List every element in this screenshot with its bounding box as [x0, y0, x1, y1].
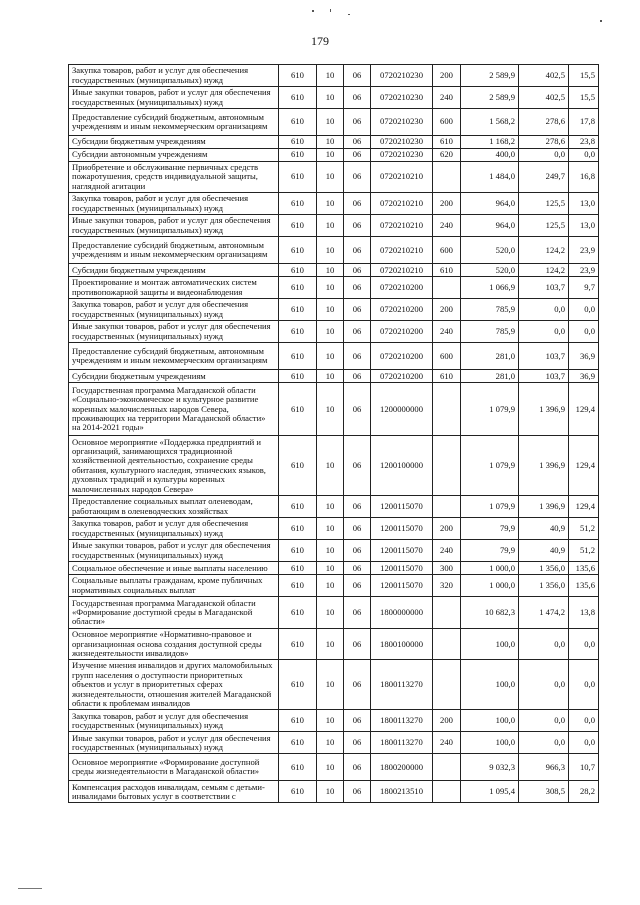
- row-amount-executed: 966,3: [519, 754, 569, 781]
- row-section: 10: [317, 149, 344, 162]
- row-amount-executed: 278,6: [519, 109, 569, 136]
- row-subsection: 06: [344, 754, 371, 781]
- row-article: 1200115070: [371, 496, 433, 518]
- row-subsection: 06: [344, 65, 371, 87]
- row-code: 610: [279, 540, 317, 562]
- table-row: [69, 343, 599, 370]
- row-code: 610: [279, 383, 317, 436]
- row-article: 0720210230: [371, 136, 433, 149]
- row-percent: 13,8: [569, 597, 599, 629]
- row-amount-approved: 1 484,0: [461, 162, 519, 193]
- table-row: [69, 575, 599, 597]
- row-percent: 135,6: [569, 575, 599, 597]
- row-name: Иные закупки товаров, работ и услуг для обеспечения государственных (муниципальных) нужд: [69, 215, 279, 237]
- table-row: [69, 732, 599, 754]
- row-section: 10: [317, 193, 344, 215]
- row-amount-executed: 0,0: [519, 321, 569, 343]
- row-type: [433, 660, 461, 710]
- row-section: 10: [317, 732, 344, 754]
- row-subsection: 06: [344, 597, 371, 629]
- row-article: 1200115070: [371, 562, 433, 575]
- row-type: [433, 162, 461, 193]
- row-amount-approved: 1 079,9: [461, 496, 519, 518]
- row-percent: 13,0: [569, 193, 599, 215]
- row-subsection: 06: [344, 518, 371, 540]
- table-row: [69, 87, 599, 109]
- row-amount-executed: 308,5: [519, 781, 569, 803]
- table-row: [69, 65, 599, 87]
- row-percent: 10,7: [569, 754, 599, 781]
- row-percent: 28,2: [569, 781, 599, 803]
- row-code: 610: [279, 343, 317, 370]
- row-code: 610: [279, 732, 317, 754]
- table-row: [69, 754, 599, 781]
- row-percent: 129,4: [569, 436, 599, 496]
- row-amount-approved: 79,9: [461, 540, 519, 562]
- row-section: 10: [317, 518, 344, 540]
- row-percent: 23,9: [569, 237, 599, 264]
- row-code: 610: [279, 149, 317, 162]
- row-percent: 0,0: [569, 629, 599, 660]
- row-section: 10: [317, 540, 344, 562]
- table-row: [69, 264, 599, 277]
- row-article: 1200100000: [371, 436, 433, 496]
- row-type: 200: [433, 299, 461, 321]
- row-subsection: 06: [344, 370, 371, 383]
- row-name: Иные закупки товаров, работ и услуг для обеспечения государственных (муниципальных) нужд: [69, 540, 279, 562]
- row-subsection: 06: [344, 321, 371, 343]
- row-section: 10: [317, 496, 344, 518]
- row-article: 1800113270: [371, 660, 433, 710]
- row-section: 10: [317, 87, 344, 109]
- row-amount-approved: 1 079,9: [461, 436, 519, 496]
- table-row: [69, 496, 599, 518]
- row-amount-approved: 520,0: [461, 237, 519, 264]
- row-type: 600: [433, 343, 461, 370]
- row-name: Закупка товаров, работ и услуг для обеспечения государственных (муниципальных) нужд: [69, 710, 279, 732]
- row-percent: 0,0: [569, 732, 599, 754]
- row-type: 240: [433, 540, 461, 562]
- row-amount-approved: 1 079,9: [461, 383, 519, 436]
- row-percent: 129,4: [569, 496, 599, 518]
- row-name: Компенсация расходов инвалидам, семьям с детьми-инвалидами бытовых услуг в соответствии с: [69, 781, 279, 803]
- row-type: [433, 629, 461, 660]
- table-row: [69, 597, 599, 629]
- row-type: 600: [433, 237, 461, 264]
- row-subsection: 06: [344, 162, 371, 193]
- row-amount-approved: 281,0: [461, 370, 519, 383]
- row-code: 610: [279, 237, 317, 264]
- row-type: 600: [433, 109, 461, 136]
- row-type: 200: [433, 193, 461, 215]
- row-percent: 15,5: [569, 65, 599, 87]
- row-percent: 51,2: [569, 540, 599, 562]
- row-article: 0720210210: [371, 264, 433, 277]
- row-article: 0720210230: [371, 87, 433, 109]
- row-article: 0720210230: [371, 149, 433, 162]
- row-percent: 0,0: [569, 710, 599, 732]
- row-subsection: 06: [344, 383, 371, 436]
- row-subsection: 06: [344, 136, 371, 149]
- row-code: 610: [279, 496, 317, 518]
- row-amount-executed: 0,0: [519, 629, 569, 660]
- row-name: Предоставление субсидий бюджетным, автономным учреждениям и иным некоммерческим организациям: [69, 343, 279, 370]
- row-code: 610: [279, 575, 317, 597]
- row-code: 610: [279, 781, 317, 803]
- row-amount-approved: 100,0: [461, 629, 519, 660]
- row-name: Субсидии бюджетным учреждениям: [69, 264, 279, 277]
- row-section: 10: [317, 65, 344, 87]
- row-subsection: 06: [344, 264, 371, 277]
- scan-speck: [312, 10, 314, 12]
- row-article: 1800200000: [371, 754, 433, 781]
- row-amount-approved: 79,9: [461, 518, 519, 540]
- row-percent: 0,0: [569, 149, 599, 162]
- row-amount-approved: 10 682,3: [461, 597, 519, 629]
- row-name: Закупка товаров, работ и услуг для обеспечения государственных (муниципальных) нужд: [69, 65, 279, 87]
- row-amount-approved: 100,0: [461, 660, 519, 710]
- row-code: 610: [279, 710, 317, 732]
- table-row: [69, 321, 599, 343]
- row-subsection: 06: [344, 277, 371, 299]
- budget-table: [68, 64, 599, 803]
- row-code: 610: [279, 299, 317, 321]
- table-row: [69, 149, 599, 162]
- row-amount-executed: 402,5: [519, 87, 569, 109]
- table-row: [69, 518, 599, 540]
- row-percent: 135,6: [569, 562, 599, 575]
- row-section: 10: [317, 237, 344, 264]
- row-section: 10: [317, 562, 344, 575]
- row-amount-executed: 278,6: [519, 136, 569, 149]
- row-amount-executed: 103,7: [519, 277, 569, 299]
- row-subsection: 06: [344, 237, 371, 264]
- row-code: 610: [279, 162, 317, 193]
- row-name: Иные закупки товаров, работ и услуг для обеспечения государственных (муниципальных) нужд: [69, 732, 279, 754]
- table-row: [69, 193, 599, 215]
- row-section: 10: [317, 299, 344, 321]
- row-subsection: 06: [344, 343, 371, 370]
- row-code: 610: [279, 436, 317, 496]
- table-row: [69, 660, 599, 710]
- row-section: 10: [317, 436, 344, 496]
- row-subsection: 06: [344, 109, 371, 136]
- row-type: 200: [433, 65, 461, 87]
- row-subsection: 06: [344, 193, 371, 215]
- row-article: 1800000000: [371, 597, 433, 629]
- row-type: 610: [433, 370, 461, 383]
- row-amount-executed: 103,7: [519, 343, 569, 370]
- row-amount-executed: 249,7: [519, 162, 569, 193]
- table-row: [69, 370, 599, 383]
- row-percent: 23,9: [569, 264, 599, 277]
- row-name: Государственная программа Магаданской области «Социально-экономическое и культурное развитие коренных малочисленных народов Севера, проживающих на территории Магаданской области» на 2014-2021 годы»: [69, 383, 279, 436]
- row-amount-executed: 103,7: [519, 370, 569, 383]
- row-amount-approved: 100,0: [461, 710, 519, 732]
- row-type: [433, 781, 461, 803]
- row-article: 1200000000: [371, 383, 433, 436]
- row-percent: 23,8: [569, 136, 599, 149]
- row-article: 0720210210: [371, 193, 433, 215]
- row-code: 610: [279, 660, 317, 710]
- scan-speck: [18, 888, 42, 889]
- row-type: 610: [433, 264, 461, 277]
- table-row: [69, 109, 599, 136]
- row-amount-approved: 281,0: [461, 343, 519, 370]
- row-percent: 36,9: [569, 370, 599, 383]
- page-number: 179: [311, 34, 329, 48]
- row-section: 10: [317, 277, 344, 299]
- table-row: [69, 781, 599, 803]
- row-article: 0720210210: [371, 215, 433, 237]
- row-name: Закупка товаров, работ и услуг для обеспечения государственных (муниципальных) нужд: [69, 193, 279, 215]
- row-name: Иные закупки товаров, работ и услуг для обеспечения государственных (муниципальных) нужд: [69, 321, 279, 343]
- row-percent: 0,0: [569, 321, 599, 343]
- row-type: [433, 383, 461, 436]
- row-amount-executed: 0,0: [519, 299, 569, 321]
- row-amount-executed: 125,5: [519, 215, 569, 237]
- row-article: 1800113270: [371, 710, 433, 732]
- row-subsection: 06: [344, 215, 371, 237]
- row-amount-approved: 1 568,2: [461, 109, 519, 136]
- row-amount-approved: 9 032,3: [461, 754, 519, 781]
- row-section: 10: [317, 710, 344, 732]
- row-subsection: 06: [344, 299, 371, 321]
- table-row: [69, 383, 599, 436]
- row-amount-executed: 125,5: [519, 193, 569, 215]
- row-amount-executed: 1 396,9: [519, 496, 569, 518]
- row-code: 610: [279, 370, 317, 383]
- row-amount-approved: 520,0: [461, 264, 519, 277]
- table-row: [69, 299, 599, 321]
- row-name: Изучение мнения инвалидов и других маломобильных групп населения о доступности приоритетных объектов и услуг в приоритетных сферах жизнедеятельности, отношения жителей Магаданской области к проблемам инвалидов: [69, 660, 279, 710]
- row-amount-executed: 402,5: [519, 65, 569, 87]
- row-code: 610: [279, 193, 317, 215]
- row-amount-approved: 100,0: [461, 732, 519, 754]
- row-code: 610: [279, 754, 317, 781]
- row-type: [433, 496, 461, 518]
- row-percent: 16,8: [569, 162, 599, 193]
- row-amount-approved: 1 000,0: [461, 575, 519, 597]
- row-name: Приобретение и обслуживание первичных средств пожаротушения, средств индивидуальной защиты, наглядной агитации: [69, 162, 279, 193]
- row-article: 0720210200: [371, 321, 433, 343]
- scan-speck: [600, 20, 602, 22]
- row-amount-approved: 400,0: [461, 149, 519, 162]
- row-subsection: 06: [344, 436, 371, 496]
- row-article: 1800213510: [371, 781, 433, 803]
- row-subsection: 06: [344, 149, 371, 162]
- row-section: 10: [317, 754, 344, 781]
- row-article: 1200115070: [371, 575, 433, 597]
- row-amount-approved: 1 168,2: [461, 136, 519, 149]
- row-amount-executed: 0,0: [519, 149, 569, 162]
- row-name: Социальные выплаты гражданам, кроме публичных нормативных социальных выплат: [69, 575, 279, 597]
- row-article: 0720210230: [371, 65, 433, 87]
- row-section: 10: [317, 321, 344, 343]
- row-type: [433, 754, 461, 781]
- row-type: [433, 277, 461, 299]
- scan-speck: [330, 9, 331, 12]
- row-subsection: 06: [344, 496, 371, 518]
- table-row: [69, 562, 599, 575]
- row-article: 0720210230: [371, 109, 433, 136]
- row-subsection: 06: [344, 732, 371, 754]
- row-type: 200: [433, 518, 461, 540]
- row-amount-executed: 1 356,0: [519, 562, 569, 575]
- row-amount-approved: 785,9: [461, 321, 519, 343]
- row-subsection: 06: [344, 660, 371, 710]
- row-article: 0720210210: [371, 162, 433, 193]
- row-code: 610: [279, 321, 317, 343]
- row-section: 10: [317, 162, 344, 193]
- table-row: [69, 710, 599, 732]
- row-type: 300: [433, 562, 461, 575]
- row-code: 610: [279, 136, 317, 149]
- row-article: 1800100000: [371, 629, 433, 660]
- row-name: Основное мероприятие «Нормативно-правовое и организационная основа создания доступной среды жизнедеятельности инвалидов»: [69, 629, 279, 660]
- row-subsection: 06: [344, 540, 371, 562]
- row-code: 610: [279, 629, 317, 660]
- table-row: [69, 215, 599, 237]
- row-section: 10: [317, 264, 344, 277]
- row-article: 0720210210: [371, 237, 433, 264]
- row-subsection: 06: [344, 629, 371, 660]
- row-amount-approved: 1 066,9: [461, 277, 519, 299]
- row-section: 10: [317, 660, 344, 710]
- row-subsection: 06: [344, 562, 371, 575]
- row-amount-approved: 2 589,9: [461, 87, 519, 109]
- row-percent: 0,0: [569, 299, 599, 321]
- row-percent: 17,8: [569, 109, 599, 136]
- row-amount-executed: 124,2: [519, 237, 569, 264]
- row-type: [433, 597, 461, 629]
- row-section: 10: [317, 343, 344, 370]
- row-amount-approved: 2 589,9: [461, 65, 519, 87]
- row-section: 10: [317, 597, 344, 629]
- row-name: Закупка товаров, работ и услуг для обеспечения государственных (муниципальных) нужд: [69, 518, 279, 540]
- row-code: 610: [279, 518, 317, 540]
- row-amount-executed: 1 356,0: [519, 575, 569, 597]
- table-row: [69, 540, 599, 562]
- row-article: 1200115070: [371, 518, 433, 540]
- row-name: Предоставление социальных выплат оленеводам, работающим в оленеводческих хозяйствах: [69, 496, 279, 518]
- row-name: Иные закупки товаров, работ и услуг для обеспечения государственных (муниципальных) нужд: [69, 87, 279, 109]
- row-subsection: 06: [344, 710, 371, 732]
- row-amount-executed: 1 396,9: [519, 436, 569, 496]
- row-amount-executed: 40,9: [519, 518, 569, 540]
- row-amount-approved: 964,0: [461, 215, 519, 237]
- row-subsection: 06: [344, 575, 371, 597]
- row-amount-executed: 0,0: [519, 732, 569, 754]
- row-name: Субсидии бюджетным учреждениям: [69, 136, 279, 149]
- row-amount-approved: 785,9: [461, 299, 519, 321]
- row-section: 10: [317, 575, 344, 597]
- table-row: [69, 237, 599, 264]
- row-percent: 9,7: [569, 277, 599, 299]
- row-percent: 51,2: [569, 518, 599, 540]
- row-subsection: 06: [344, 87, 371, 109]
- table-row: [69, 436, 599, 496]
- row-type: 240: [433, 215, 461, 237]
- row-name: Закупка товаров, работ и услуг для обеспечения государственных (муниципальных) нужд: [69, 299, 279, 321]
- row-amount-executed: 0,0: [519, 660, 569, 710]
- row-type: 610: [433, 136, 461, 149]
- row-type: 320: [433, 575, 461, 597]
- scan-speck: [348, 14, 350, 15]
- row-section: 10: [317, 629, 344, 660]
- row-type: 620: [433, 149, 461, 162]
- row-percent: 0,0: [569, 660, 599, 710]
- table-row: [69, 277, 599, 299]
- row-amount-executed: 1 396,9: [519, 383, 569, 436]
- table-row: [69, 162, 599, 193]
- row-type: 240: [433, 732, 461, 754]
- row-percent: 129,4: [569, 383, 599, 436]
- row-article: 0720210200: [371, 299, 433, 321]
- row-type: 240: [433, 87, 461, 109]
- row-amount-executed: 40,9: [519, 540, 569, 562]
- row-code: 610: [279, 264, 317, 277]
- row-section: 10: [317, 383, 344, 436]
- row-section: 10: [317, 109, 344, 136]
- row-name: Предоставление субсидий бюджетным, автономным учреждениям и иным некоммерческим организациям: [69, 237, 279, 264]
- row-percent: 15,5: [569, 87, 599, 109]
- row-name: Социальное обеспечение и иные выплаты населению: [69, 562, 279, 575]
- row-name: Субсидии автономным учреждениям: [69, 149, 279, 162]
- row-type: 240: [433, 321, 461, 343]
- row-percent: 13,0: [569, 215, 599, 237]
- row-code: 610: [279, 277, 317, 299]
- row-name: Проектирование и монтаж автоматических систем противопожарной защиты и видеонаблюдения: [69, 277, 279, 299]
- row-code: 610: [279, 597, 317, 629]
- row-name: Основное мероприятие «Поддержка предприятий и организаций, занимающихся традиционной хозяйственной деятельностью, сохранение среды обитания, культурного наследия, этнических языков, духовных традиций и культуры коренных малочисленных народов Севера»: [69, 436, 279, 496]
- row-amount-executed: 0,0: [519, 710, 569, 732]
- row-section: 10: [317, 136, 344, 149]
- table-row: [69, 136, 599, 149]
- table-row: [69, 629, 599, 660]
- row-article: 0720210200: [371, 277, 433, 299]
- row-type: 200: [433, 710, 461, 732]
- row-name: Основное мероприятие «Формирование доступной среды жизнедеятельности в Магаданской области»: [69, 754, 279, 781]
- row-amount-approved: 1 000,0: [461, 562, 519, 575]
- row-name: Предоставление субсидий бюджетным, автономным учреждениям и иным некоммерческим организациям: [69, 109, 279, 136]
- row-article: 0720210200: [371, 370, 433, 383]
- row-amount-approved: 1 095,4: [461, 781, 519, 803]
- row-code: 610: [279, 65, 317, 87]
- row-amount-executed: 1 474,2: [519, 597, 569, 629]
- row-name: Государственная программа Магаданской области «Формирование доступной среды в Магаданской области»: [69, 597, 279, 629]
- row-code: 610: [279, 87, 317, 109]
- row-type: [433, 436, 461, 496]
- row-section: 10: [317, 781, 344, 803]
- row-code: 610: [279, 109, 317, 136]
- row-percent: 36,9: [569, 343, 599, 370]
- row-name: Субсидии бюджетным учреждениям: [69, 370, 279, 383]
- row-amount-approved: 964,0: [461, 193, 519, 215]
- row-subsection: 06: [344, 781, 371, 803]
- row-code: 610: [279, 215, 317, 237]
- row-article: 1800113270: [371, 732, 433, 754]
- row-article: 1200115070: [371, 540, 433, 562]
- row-section: 10: [317, 370, 344, 383]
- row-amount-executed: 124,2: [519, 264, 569, 277]
- row-section: 10: [317, 215, 344, 237]
- row-code: 610: [279, 562, 317, 575]
- row-article: 0720210200: [371, 343, 433, 370]
